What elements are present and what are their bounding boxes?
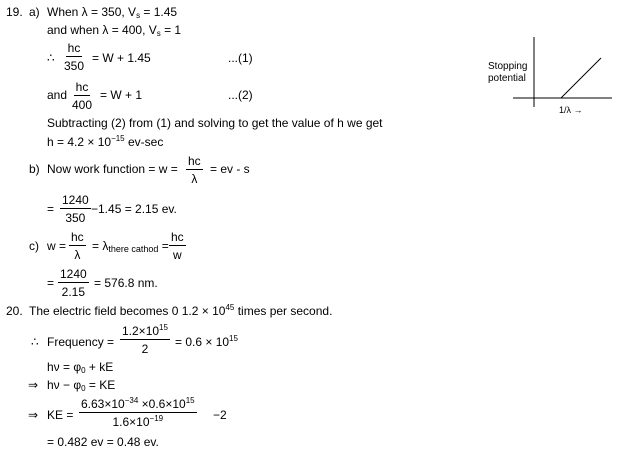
wavelength-fraction: $\frac{1240}{2.15}$ (60, 267, 87, 299)
therefore-symbol: ∴ (47, 51, 55, 65)
ke-label: KE = (47, 408, 74, 422)
question-19-number: 19. (6, 5, 23, 19)
equation-1-fraction: $\frac{hc}{350}$ (64, 41, 85, 73)
therefore-symbol-2: ∴ (31, 335, 39, 349)
equation-1-tag: ...(1) (228, 51, 253, 65)
work-function-value: −1.45 = 2.15 ev. (91, 202, 177, 216)
implies-symbol-2: ⇒ (28, 408, 39, 422)
kinetic-energy-fraction: $\frac{6.63\times 10^{-34} \times 0.6\times 10^{15}}{1.6\times 10^{-19}}$ (81, 396, 195, 429)
part-a-line2: and when λ = 400, $V_s = 1$ (47, 23, 182, 38)
equation-2-rhs: = W + 1 (100, 88, 143, 102)
final-answer: = 0.482 ev = 0.48 ev. (47, 435, 159, 449)
equation-2-tag: ...(2) (228, 88, 253, 102)
graph-ylabel-line1: Stopping (488, 61, 528, 72)
part-c-w: w = (47, 239, 67, 253)
graph-xlabel: 1/λ → (559, 105, 583, 115)
equation-2-fraction: $\frac{hc}{400}$ (72, 80, 93, 112)
part-a-label: a) (29, 5, 40, 19)
work-function-text: Now work function = w = (47, 162, 178, 176)
planck-constant-result: $h = 4.2 \times 10^{-15}$ ev-sec (47, 134, 164, 149)
frequency-result: = $0.6 \times 10^{15}$ (175, 334, 238, 349)
part-a-line1: When λ = 350, $V_s = 1.45$ (47, 5, 178, 20)
equals-sign-2: = (47, 276, 55, 290)
work-function-value-fraction: $\frac{1240}{350}$ (62, 193, 89, 225)
part-c-threshold-lambda: = $\lambda_{there cathod}$ = (92, 239, 169, 254)
question-20-intro: The electric field becomes 0 $1.2 \times 10^{45}$ times per second. (29, 303, 333, 318)
question-20-number: 20. (6, 304, 23, 318)
ke-minus-two: −2 (213, 408, 227, 422)
frequency-label: Frequency = (47, 335, 115, 349)
frequency-fraction: $\frac{1.2\times 10^{15}}{2}$ (122, 323, 168, 356)
graph-ylabel-line2: potential (488, 73, 526, 84)
and-label: and (47, 88, 68, 102)
equals-sign: = (47, 202, 55, 216)
work-function-rhs: = ev - s (210, 162, 250, 176)
part-c-label: c) (29, 239, 39, 253)
implies-symbol-1: ⇒ (28, 378, 39, 392)
part-b-label: b) (29, 162, 40, 176)
kinetic-energy-equation: $h\nu - \varphi_0$ = KE (47, 378, 116, 393)
photoelectric-equation: $h\nu = \varphi_0$ + kE (47, 360, 114, 375)
wavelength-result: = 576.8 nm. (94, 276, 158, 290)
graph-line (561, 58, 601, 98)
subtracting-text: Subtracting (2) from (1) and solving to get the value of h we get (47, 116, 383, 130)
equation-1-rhs: = W + 1.45 (92, 51, 151, 65)
part-c-fraction-2: $\frac{hc}{w}$ (171, 230, 184, 262)
work-function-fraction: $\frac{hc}{\lambda}$ (188, 154, 201, 186)
part-c-fraction-1: $\frac{hc}{\lambda}$ (71, 230, 84, 262)
